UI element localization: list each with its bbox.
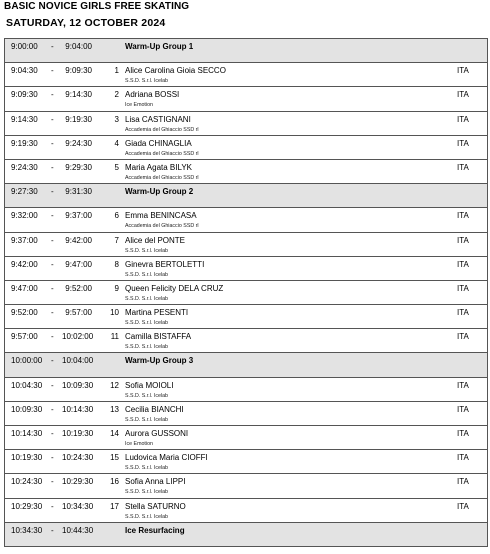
club-name: Accademia del Ghiaccio SSD rl xyxy=(125,223,199,230)
skater-name: Martina PESENTI xyxy=(125,308,189,318)
start-time: 9:32:00 xyxy=(11,211,38,221)
end-time: 9:57:00 xyxy=(65,308,92,318)
end-time: 9:47:00 xyxy=(65,259,92,269)
skater-name: Emma BENINCASA xyxy=(125,211,197,221)
skater-name: Camilla BISTAFFA xyxy=(125,332,192,342)
club-name: S.S.D. S.r.l. Icelab xyxy=(125,513,168,520)
nation-code: ITA xyxy=(457,308,469,318)
event-date: SATURDAY, 12 OCTOBER 2024 xyxy=(6,17,166,29)
club-name: S.S.D. S.r.l. Icelab xyxy=(125,78,168,85)
end-time: 9:52:00 xyxy=(65,283,92,293)
skater-row xyxy=(4,378,488,402)
club-name: S.S.D. S.r.l. Icelab xyxy=(125,489,168,496)
end-time: 10:14:30 xyxy=(62,404,94,414)
end-time: 9:04:00 xyxy=(65,42,92,51)
skater-row xyxy=(4,257,488,281)
club-name: Accademia del Ghiaccio SSD rl xyxy=(125,126,199,133)
skater-name: Giada CHINAGLIA xyxy=(125,138,192,148)
time-separator: - xyxy=(51,66,54,76)
time-separator: - xyxy=(51,525,54,535)
skater-row xyxy=(4,474,488,498)
skater-row xyxy=(4,329,488,353)
skater-name: Ludovica Maria CIOFFI xyxy=(125,453,208,463)
nation-code: ITA xyxy=(457,404,469,414)
start-number: 2 xyxy=(114,90,119,100)
skater-row xyxy=(4,208,488,232)
nation-code: ITA xyxy=(457,66,469,76)
start-time: 10:09:30 xyxy=(11,404,43,414)
end-time: 10:02:00 xyxy=(62,332,94,342)
nation-code: ITA xyxy=(457,501,469,511)
time-separator: - xyxy=(51,211,54,221)
time-separator: - xyxy=(51,332,54,342)
start-time: 9:14:30 xyxy=(11,114,38,124)
start-number: 15 xyxy=(110,453,119,463)
end-time: 9:24:30 xyxy=(65,138,92,148)
skater-name: Maria Agata BILYK xyxy=(125,162,192,172)
skater-row xyxy=(4,136,488,160)
end-time: 10:29:30 xyxy=(62,477,94,487)
end-time: 9:29:30 xyxy=(65,162,92,172)
skater-row xyxy=(4,281,488,305)
skater-row xyxy=(4,112,488,136)
start-time: 10:19:30 xyxy=(11,453,43,463)
club-name: S.S.D. S.r.l. Icelab xyxy=(125,295,168,302)
end-time: 9:09:30 xyxy=(65,66,92,76)
club-name: S.S.D. S.r.l. Icelab xyxy=(125,392,168,399)
end-time: 9:42:00 xyxy=(65,235,92,245)
time-separator: - xyxy=(51,162,54,172)
nation-code: ITA xyxy=(457,235,469,245)
club-name: S.S.D. S.r.l. Icelab xyxy=(125,344,168,351)
end-time: 10:04:00 xyxy=(62,356,94,366)
start-number: 6 xyxy=(114,211,119,221)
skater-row xyxy=(4,63,488,87)
start-time: 10:34:30 xyxy=(11,525,43,535)
club-name: S.S.D. S.r.l. Icelab xyxy=(125,465,168,472)
time-separator: - xyxy=(51,453,54,463)
club-name: S.S.D. S.r.l. Icelab xyxy=(125,271,168,278)
nation-code: ITA xyxy=(457,138,469,148)
nation-code: ITA xyxy=(457,90,469,100)
skater-row xyxy=(4,450,488,474)
skater-row xyxy=(4,87,488,111)
start-time: 10:00:00 xyxy=(11,356,43,366)
skater-name: Alice Carolina Gioia SECCO xyxy=(125,66,226,76)
start-time: 9:57:00 xyxy=(11,332,38,342)
time-separator: - xyxy=(51,42,54,51)
group-label: Ice Resurfacing xyxy=(125,525,185,535)
start-time: 9:42:00 xyxy=(11,259,38,269)
start-time: 9:09:30 xyxy=(11,90,38,100)
start-time: 10:14:30 xyxy=(11,429,43,438)
skater-name: Ginevra BERTOLETTI xyxy=(125,259,205,269)
time-separator: - xyxy=(51,308,54,318)
skater-name: Cecilia BIANCHI xyxy=(125,404,184,414)
time-separator: - xyxy=(51,501,54,511)
nation-code: ITA xyxy=(457,114,469,124)
skater-name: Sofia MOIOLI xyxy=(125,380,174,390)
start-time: 9:52:00 xyxy=(11,308,38,318)
start-number: 8 xyxy=(114,259,119,269)
start-time: 9:24:30 xyxy=(11,162,38,172)
skater-row xyxy=(4,160,488,184)
time-separator: - xyxy=(51,187,54,197)
time-separator: - xyxy=(51,404,54,414)
time-separator: - xyxy=(51,429,54,438)
end-time: 10:19:30 xyxy=(62,429,94,438)
group-row xyxy=(4,39,488,63)
start-number: 11 xyxy=(110,332,119,342)
club-name: Ice Emotion xyxy=(125,441,153,447)
skater-name: Queen Felicity DELA CRUZ xyxy=(125,283,224,293)
document-title: BASIC NOVICE GIRLS FREE SKATING xyxy=(4,1,190,12)
time-separator: - xyxy=(51,356,54,366)
start-number: 1 xyxy=(114,66,119,76)
start-number: 9 xyxy=(114,283,119,293)
start-number: 4 xyxy=(114,138,119,148)
skater-name: Sofia Anna LIPPI xyxy=(125,477,186,487)
time-separator: - xyxy=(51,138,54,148)
start-number: 13 xyxy=(110,404,119,414)
time-separator: - xyxy=(51,90,54,100)
end-time: 9:14:30 xyxy=(65,90,92,100)
start-time: 9:00:00 xyxy=(11,42,38,51)
time-separator: - xyxy=(51,235,54,245)
group-row xyxy=(4,184,488,208)
start-number: 5 xyxy=(114,162,119,172)
club-name: Ice Emotion xyxy=(125,102,153,109)
end-time: 10:24:30 xyxy=(62,453,94,463)
start-time: 9:04:30 xyxy=(11,66,38,76)
start-number: 14 xyxy=(110,429,119,438)
start-time: 9:37:00 xyxy=(11,235,38,245)
start-time: 9:27:30 xyxy=(11,187,38,197)
nation-code: ITA xyxy=(457,477,469,487)
nation-code: ITA xyxy=(457,162,469,172)
nation-code: ITA xyxy=(457,453,469,463)
club-name: Accademia del Ghiaccio SSD rl xyxy=(125,150,199,157)
nation-code: ITA xyxy=(457,380,469,390)
schedule-table xyxy=(4,38,488,547)
skater-name: Alice del PONTE xyxy=(125,235,186,245)
time-separator: - xyxy=(51,283,54,293)
end-time: 9:31:30 xyxy=(65,187,92,197)
end-time: 9:37:00 xyxy=(65,211,92,221)
group-label: Warm-Up Group 3 xyxy=(125,356,194,366)
nation-code: ITA xyxy=(457,259,469,269)
club-name: S.S.D. S.r.l. Icelab xyxy=(125,320,168,327)
group-row xyxy=(4,523,488,547)
group-label: Warm-Up Group 2 xyxy=(125,187,194,197)
skater-row xyxy=(4,233,488,257)
time-separator: - xyxy=(51,477,54,487)
time-separator: - xyxy=(51,114,54,124)
time-separator: - xyxy=(51,259,54,269)
start-time: 10:29:30 xyxy=(11,501,43,511)
skater-row xyxy=(4,305,488,329)
skater-row xyxy=(4,402,488,426)
start-number: 17 xyxy=(110,501,119,511)
nation-code: ITA xyxy=(457,283,469,293)
end-time: 9:19:30 xyxy=(65,114,92,124)
club-name: S.S.D. S.r.l. Icelab xyxy=(125,247,168,254)
skater-row xyxy=(4,426,488,450)
end-time: 10:44:30 xyxy=(62,525,94,535)
start-time: 10:24:30 xyxy=(11,477,43,487)
start-number: 7 xyxy=(114,235,119,245)
end-time: 10:34:30 xyxy=(62,501,94,511)
nation-code: ITA xyxy=(457,429,469,438)
start-time: 10:04:30 xyxy=(11,380,43,390)
start-time: 9:47:00 xyxy=(11,283,38,293)
start-number: 3 xyxy=(114,114,119,124)
nation-code: ITA xyxy=(457,211,469,221)
group-label: Warm-Up Group 1 xyxy=(125,42,194,51)
start-time: 9:19:30 xyxy=(11,138,38,148)
skater-name: Stella SATURNO xyxy=(125,501,186,511)
skater-name: Lisa CASTIGNANI xyxy=(125,114,191,124)
start-number: 10 xyxy=(110,308,119,318)
start-number: 12 xyxy=(110,380,119,390)
end-time: 10:09:30 xyxy=(62,380,94,390)
nation-code: ITA xyxy=(457,332,469,342)
skater-name: Aurora GUSSONI xyxy=(125,429,189,438)
skater-name: Adriana BOSSI xyxy=(125,90,180,100)
start-number: 16 xyxy=(110,477,119,487)
club-name: S.S.D. S.r.l. Icelab xyxy=(125,416,168,423)
club-name: Accademia del Ghiaccio SSD rl xyxy=(125,174,199,181)
skater-row xyxy=(4,499,488,523)
group-row xyxy=(4,353,488,377)
time-separator: - xyxy=(51,380,54,390)
